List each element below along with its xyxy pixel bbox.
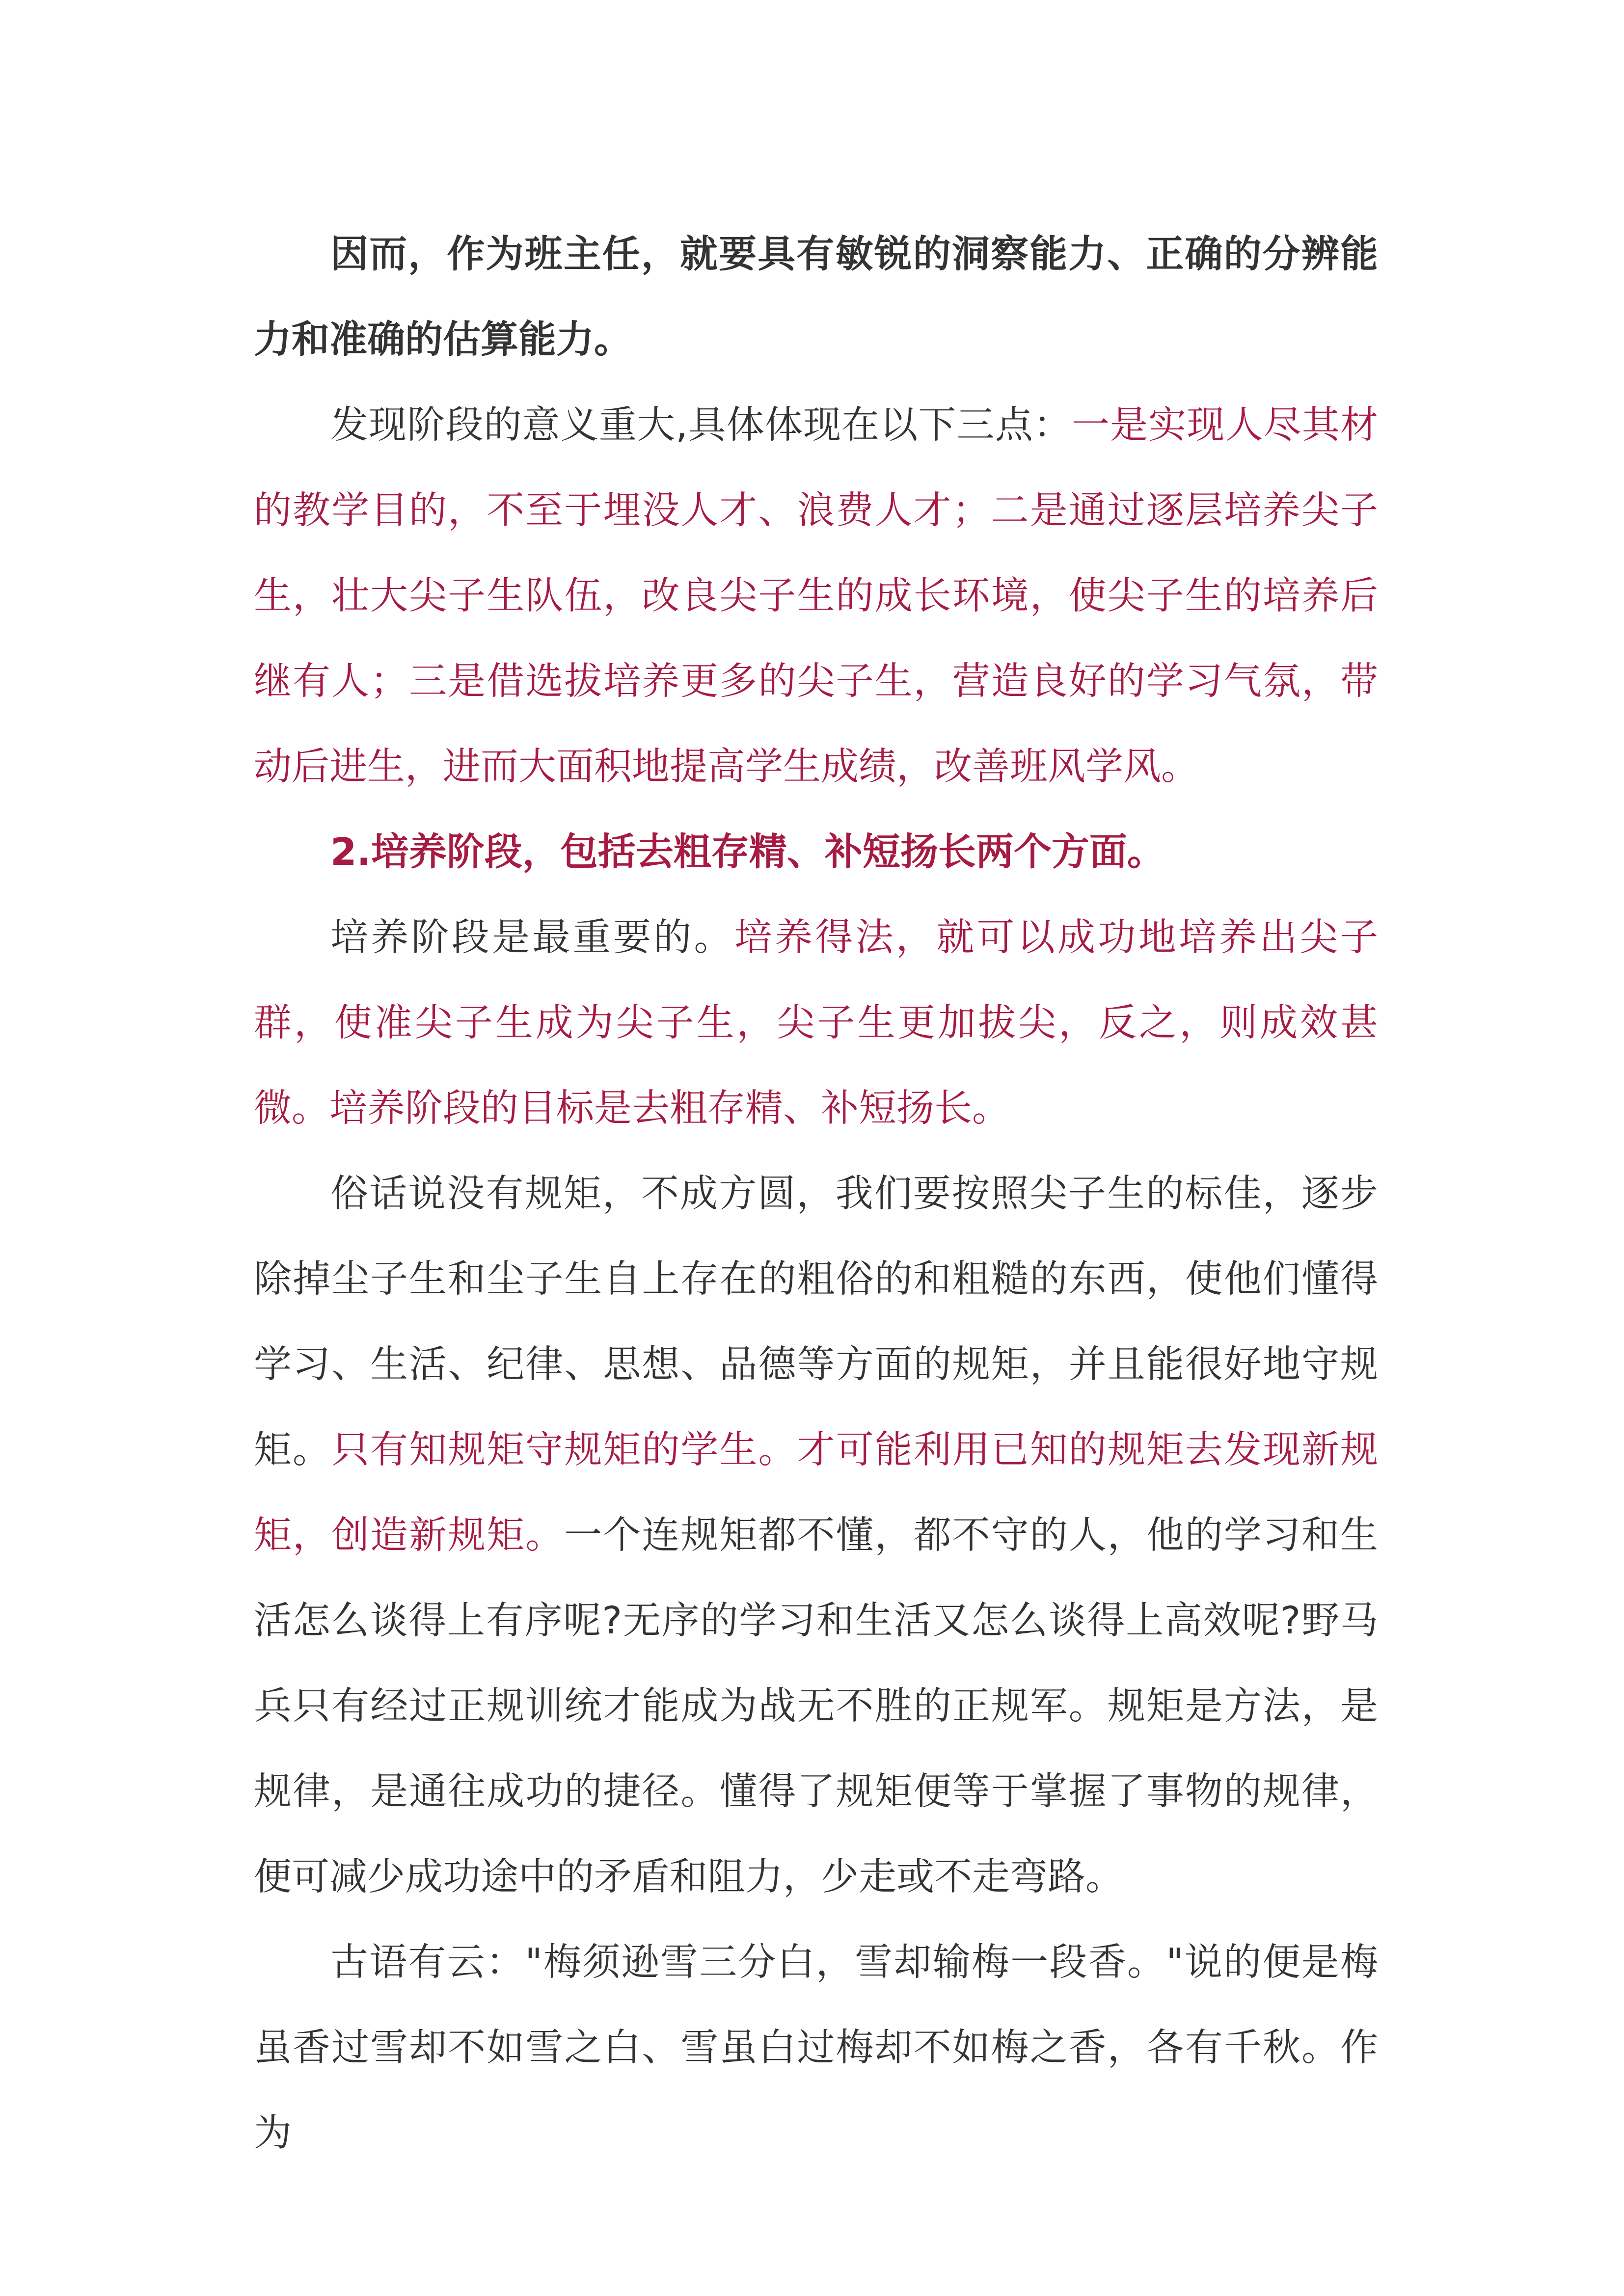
text-segment: 培养阶段是最重要的。 [330,916,734,960]
text-segment: 俗话说没有规矩，不成方圆，我们要按照尖子生的标佳，逐步除掉尘子生和尘子生自上存在的粗俗的和粗糙的东西，使他们懂得学习、生活、纪律、思想、品德等方面的规矩，并且能很好地守规矩。 [254,1172,1378,1472]
paragraph-ancient-saying [254,1920,1378,2176]
section-heading-cultivation-stage [254,810,1378,895]
text-segment: 古语有云："梅须逊雪三分白，雪却输梅一段香。"说的便是梅虽香过雪却不如雪之白、雪虽白过梅却不如梅之香，各有千秋。作为 [254,1941,1378,2155]
highlighted-text-segment: 一是实现人尽其材的教学目的，不至于埋没人才、浪费人才；二是通过逐层培养尖子生，壮大尖子生队伍，改良尖子生的成长环境，使尖子生的培养后继有人；三是借选拔培养更多的尖子生，营造良好的学习气氛，带动后进生，进而大面积地提高学生成绩，改善班风学风。 [254,403,1379,789]
paragraph-observation-abilities [254,212,1378,383]
text-segment: 一个连规矩都不懂，都不守的人，他的学习和生活怎么谈得上有序呢?无序的学习和生活又怎么谈得上高效呢?野马兵只有经过正规训统才能成为战无不胜的正规军。规矩是方法，是规律，是通往成功的捷径。懂得了规矩便等于掌握了事物的规律，便可减少成功途中的矛盾和阻力，少走或不走弯路。 [254,1514,1379,1899]
text-segment: 发现阶段的意义重大,具体体现在以下三点： [330,403,1072,447]
document-body [254,212,1378,2176]
paragraph-discovery-significance [254,383,1378,810]
highlighted-text-segment: 只有知规矩守规矩的学生。才可能利用已知的规矩去发现新规矩，创造新规矩。 [254,1428,1379,1557]
highlighted-text-segment: 培养得法，就可以成功地培养出尖子群，使准尖子生成为尖子生，尖子生更加拔尖，反之，则成效甚微。培养阶段的目标是去粗存精、补短扬长。 [254,916,1379,1130]
highlighted-heading-text: 2.培养阶段，包括去粗存精、补短扬长两个方面。 [330,830,1165,874]
paragraph-cultivation-importance [254,895,1378,1151]
paragraph-rules [254,1151,1378,1920]
text-segment: 因而，作为班主任，就要具有敏锐的洞察能力、正确的分辨能力和准确的估算能力。 [254,233,1378,362]
